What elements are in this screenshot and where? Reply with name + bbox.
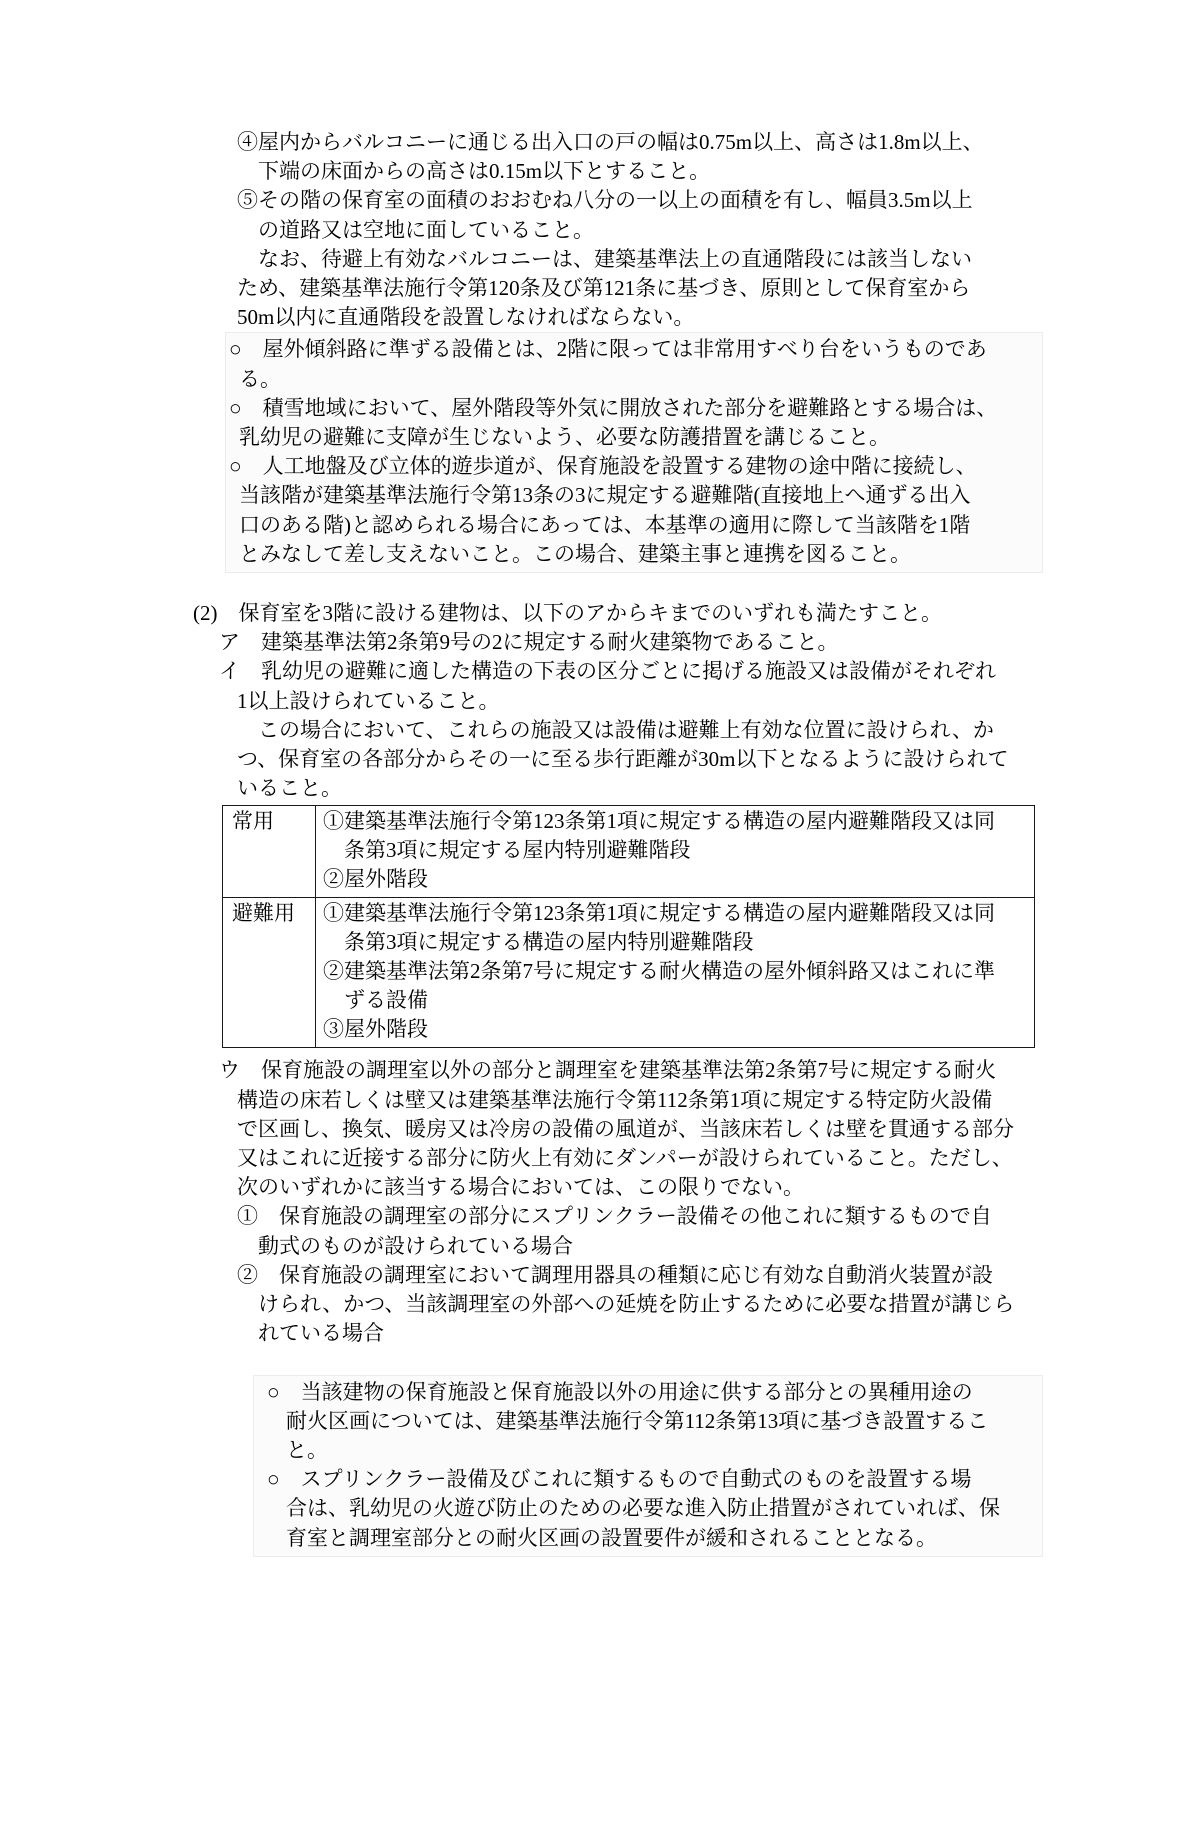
text-line: ア 建築基準法第2条第9号の2に規定する耐火建築物であること。 (219, 630, 839, 655)
text-line: 50m以内に直通階段を設置しなければならない。 (237, 305, 695, 330)
text-line: イ 乳幼児の避難に適した構造の下表の区分ごとに掲げる施設又は設備がそれぞれ (219, 659, 996, 684)
document-page (0, 128, 1181, 1823)
text-line: (2) 保育室を3階に設ける建物は、以下のアからキまでのいずれも満たすこと。 (193, 601, 942, 626)
text-line: とみなして差し支えないこと。この場合、建築主事と連携を図ること。 (239, 541, 911, 566)
text-line: ③屋外階段 (323, 1017, 428, 1042)
text-line: ずる設備 (323, 988, 428, 1013)
table-category-cell (223, 806, 316, 898)
text-line: ○ 積雪地域において、屋外階段等外気に開放された部分を避難路とする場合は、 (229, 395, 998, 420)
text-line: ②屋外階段 (323, 867, 428, 892)
text-line: 避難用 (232, 901, 295, 926)
text-line: この場合において、これらの施設又は設備は避難上有効な位置に設けられ、か (258, 717, 994, 742)
text-line: ○ 人工地盤及び立体的遊歩道が、保育施設を設置する建物の途中階に接続し、 (229, 454, 977, 479)
text-line: 条第3項に規定する屋内特別避難階段 (323, 838, 691, 863)
table-row (223, 898, 1035, 1048)
section-2-block (0, 599, 1181, 803)
text-line: の道路又は空地に面していること。 (258, 217, 594, 242)
text-line: れている場合 (258, 1321, 384, 1346)
balcony-requirements-block (0, 128, 1181, 332)
text-line: 1以上設けられていること。 (237, 688, 500, 713)
text-line: 又はこれに近接する部分に防火上有効にダンパーが設けられていること。ただし、 (237, 1146, 1013, 1171)
text-line: 乳幼児の避難に支障が生じないよう、必要な防護措置を講じること。 (239, 425, 890, 450)
text-line: ①建築基準法施行令第123条第1項に規定する構造の屋内避難階段又は同 (323, 901, 995, 926)
stairs-category-table (222, 805, 1035, 1048)
text-line: ○ 当該建物の保育施設と保育施設以外の用途に供する部分との異種用途の (267, 1379, 973, 1404)
text-line: ②建築基準法第2条第7号に規定する耐火構造の屋外傾斜路又はこれに準 (323, 959, 995, 984)
text-line: ○ スプリンクラー設備及びこれに類するもので自動式のものを設置する場 (267, 1467, 972, 1492)
table-content-cell (316, 898, 1035, 1048)
text-line: ⑤その階の保育室の面積のおおむね八分の一以上の面積を有し、幅員3.5m以上 (237, 188, 973, 213)
section-u-kitchen-block (0, 1056, 1181, 1348)
text-line: と。 (286, 1437, 328, 1462)
text-line: ④屋内からバルコニーに通じる出入口の戸の幅は0.75m以上、高さは1.8m以上、 (237, 130, 984, 154)
table-category-cell (223, 898, 316, 1048)
text-line: 当該階が建築基準法施行令第13条の3に規定する避難階(直接地上へ通ずる出入 (239, 483, 971, 508)
text-line: 合は、乳幼児の火遊び防止のための必要な進入防止措置がされていれば、保 (286, 1496, 1000, 1521)
text-line: なお、待避上有効なバルコニーは、建築基準法上の直通階段には該当しない (258, 246, 972, 271)
text-line: ため、建築基準法施行令第120条及び第121条に基づき、原則として保育室から (237, 276, 971, 301)
text-line: 常用 (232, 809, 274, 834)
circle-notes-block-upper (225, 332, 1043, 573)
table-content-cell (316, 806, 1035, 898)
text-line: 育室と調理室部分との耐火区画の設置要件が緩和されることとなる。 (286, 1525, 937, 1550)
text-line: 次のいずれかに該当する場合においては、この限りでない。 (237, 1175, 804, 1200)
text-line: 条第3項に規定する構造の屋内特別避難階段 (323, 930, 754, 955)
text-line: る。 (239, 366, 281, 391)
circle-notes-block-lower (253, 1375, 1043, 1557)
text-line: 耐火区画については、建築基準法施行令第112条第13項に基づき設置するこ (286, 1408, 989, 1433)
text-line: 構造の床若しくは壁又は建築基準法施行令第112条第1項に規定する特定防火設備 (237, 1087, 993, 1112)
table-row (223, 806, 1035, 898)
text-line: 口のある階)と認められる場合にあっては、本基準の適用に際して当該階を1階 (239, 512, 971, 537)
text-line: けられ、かつ、当該調理室の外部への延焼を防止するために必要な措置が講じら (258, 1292, 1015, 1317)
text-line: ② 保育施設の調理室において調理用器具の種類に応じ有効な自動消火装置が設 (237, 1262, 993, 1287)
text-line: ① 保育施設の調理室の部分にスプリンクラー設備その他これに類するもので自 (237, 1204, 992, 1229)
text-line: 動式のものが設けられている場合 (258, 1233, 573, 1258)
text-line: ウ 保育施設の調理室以外の部分と調理室を建築基準法第2条第7号に規定する耐火 (219, 1058, 996, 1083)
text-line: 下端の床面からの高さは0.15m以下とすること。 (258, 159, 711, 184)
text-line: で区画し、換気、暖房又は冷房の設備の風道が、当該床若しくは壁を貫通する部分 (237, 1116, 1014, 1141)
text-line: ○ 屋外傾斜路に準ずる設備とは、2階に限っては非常用すべり台をいうものであ (229, 337, 987, 362)
text-line: いること。 (237, 776, 342, 801)
text-line: つ、保育室の各部分からその一に至る歩行距離が30m以下となるように設けられて (237, 747, 1009, 772)
text-line: ①建築基準法施行令第123条第1項に規定する構造の屋内避難階段又は同 (323, 809, 995, 834)
